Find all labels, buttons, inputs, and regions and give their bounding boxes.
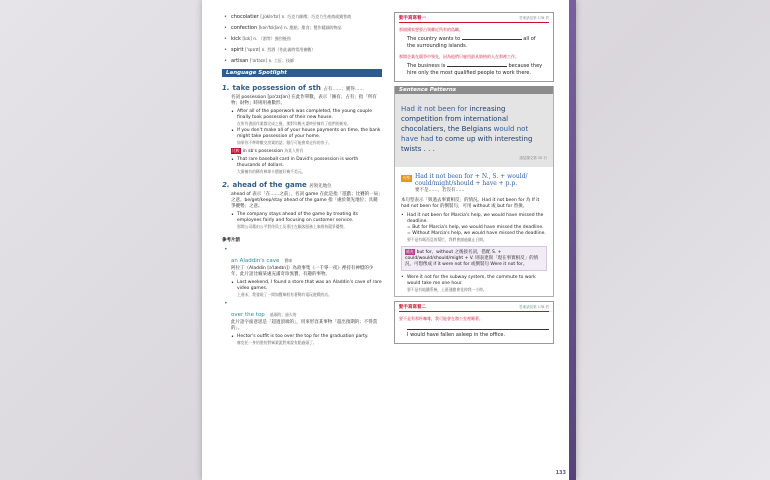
textbook-page	[202, 0, 576, 480]
vocab-list	[222, 0, 382, 64]
example-bullet: • Were it not for the subway system, the commute to work would take me one hour. 要不是有地鐵系統，上班通勤會花掉我一小時。	[401, 275, 547, 292]
reference-heading: 參考片語	[222, 238, 240, 243]
pattern-explanation-text: 本句型表示「與過去事實相反」的情況。Had it not been for 為 If it had not been for 的倒裝句，可用 without 或 but for 替換。	[401, 198, 540, 209]
answer-blank[interactable]	[447, 61, 507, 67]
left-column	[222, 0, 382, 345]
page-edge-bar	[569, 0, 576, 480]
answer-blank[interactable]	[462, 34, 522, 40]
practice-question: 要不是有那杯咖啡，我可能會在辦公室裡睡著。	[399, 316, 483, 321]
phrase-definition: ahead of 表示「在……之前」，名詞 game 在此是指「遊戲；比賽的一局」之意。be/get/keep/stay ahead of the game 指「處於領先地位；具競爭優勢」之意。	[231, 192, 381, 209]
right-column	[394, 0, 554, 344]
example-bullet: • Had it not been for Marcia's help, we would have missed the deadline.	[401, 213, 547, 225]
pattern-sentence-box	[395, 94, 553, 167]
pattern-explanation	[395, 167, 553, 296]
answer-blank[interactable]	[407, 323, 549, 330]
phrase-body	[231, 95, 382, 174]
practice-question: 那個國家想要占領鄰近所有的島嶼。	[399, 27, 463, 32]
vocab-item: • chocolatier [ˌʃɑklə'tɪr] n. 巧克力師傅；巧克力生產商或銷售商	[222, 14, 382, 20]
phrase-heading: 2. ahead of the game 居領先地位	[222, 181, 332, 189]
reference-item: • over the top 過頭的；過火的 此片語字面意思是「超過頂端的」，用來形容某事物「超出預期的；不得當的」。 • Hector's outfit is too over the top for the graduation party. 赫克托一身的裝扮對畢業派對來說有點過頭了。	[222, 301, 382, 345]
reference-item: • an Aladdin's cave 寶庫 阿拉丁（Aladdin [ə'lædɪn]）為故事集《一千零一夜》裡持有神燈的少年，此片語比喻某處充滿奇珍異寶，有趣的事物。 • Last weekend, I found a store that was an Aladdin's cave of rare video games. 上週末，我發現了一間如寶庫般有著稀有電玩遊戲的店。	[222, 247, 382, 297]
practice-answer: The country wants to all of the surrounding islands.	[407, 36, 536, 49]
example-bullet: • Hector's outfit is too over the top for the graduation party. 赫克托一身的裝扮對畢業派對來說有點過頭了。	[231, 334, 382, 345]
answer-page-ref: 答案請見第 176 頁	[519, 15, 549, 20]
supplement-note: 補充 but for、without 之後接名詞，搭配 S. + could/would/should/might + V. 則表達與「現在事實相反」的情況，可想像成 if it were not for 或倒裝句 Were it not for。	[401, 246, 547, 271]
example-bullet: • The company stays ahead of the game by treating its employees fairly and focusing on customer service. 那間公司藉由公平對待員工及專注在顧客服務上來維持競爭優勢。	[231, 212, 382, 229]
related-phrase: 比較 in sb's possession 為某人所有	[232, 148, 304, 154]
vocab-item: • spirit ['spɪrɪt] n. 烈酒（作此義時常用複數）	[222, 47, 382, 53]
vocab-item: • artisan ['ɑrtəzn] n. 工匠；技師	[222, 58, 382, 64]
formula-tag: 句型	[403, 176, 410, 180]
practice-label: 動手寫寫看二	[399, 305, 426, 310]
practice-answer: The business is because they hire only the most qualified people to work there.	[407, 63, 543, 76]
vocab-item: • kick [kɪk] n. （酒等）強烈後勁	[222, 36, 382, 42]
phrase-body	[231, 192, 382, 229]
example-alt: = Without Marcia's help, we would have missed the deadline. 要不是有瑪西亞的幫忙，我們會錯過截止日期。	[407, 231, 546, 242]
example-bullet: • Last weekend, I found a store that was an Aladdin's cave of rare video games. 上週末，我發現了一間如寶庫般有著稀有電玩遊戲的店。	[231, 280, 382, 297]
related-tag: 比較	[232, 148, 240, 153]
vocab-item: • confection [kən'fɛkʃən] n. 甜點；甜食；製作精細的物品	[222, 25, 382, 31]
sentence-patterns-box	[394, 86, 554, 297]
phrase-heading: 1. take possession of sth 占有……；獲得……	[222, 84, 364, 92]
practice-answer: I would have fallen asleep in the office.	[407, 332, 506, 338]
example-bullet: • After all of the paperwork was completed, the young couple finally took possession of their new house. 在所有書面作業都完成之後，那對年輕夫妻終於擁有了他們的新家。	[231, 109, 382, 126]
note-tag: 補充	[406, 249, 414, 254]
source-ref: 請見課文第 10 行	[519, 156, 547, 160]
spotlight-banner: Language Spotlight	[222, 69, 382, 77]
answer-page-ref: 答案請見第 176 頁	[519, 304, 549, 309]
practice-box-2	[394, 301, 554, 344]
pattern-sentence: Had it not been for increasing competition from international chocolatiers, the Belgians would not have had to come up with interesting twists . . .	[401, 105, 533, 153]
example-alt: = But for Marcia's help, we would have missed the deadline.	[407, 225, 544, 230]
formula: 句型 Had it not been for + N., S. + would/ could/might/should + have + p.p. 要不是……，若沒有……	[403, 173, 528, 193]
practice-question: 那間企業在競爭中領先，因為他們只雇用最具資格的人在那裡工作。	[399, 54, 519, 59]
example-bullet: • That rare baseball card in David's possession is worth thousands of dollars. 大衛擁有的稀有棒球卡價值好幾千美元。	[231, 157, 382, 174]
page-number: 133	[555, 470, 566, 476]
example-bullet: • If you don't make all of your house payments on time, the bank might take possession of your home. 如果你不準時繳交房貸的話，銀行可能會拿走你的房子。	[231, 128, 382, 145]
practice-box-1	[394, 12, 554, 82]
sentence-patterns-banner: Sentence Patterns	[395, 86, 553, 94]
phrase-definition: 名詞 possession [pə'zɛʃən] 在此作單數，表示「擁有；占有」指「所有物；財物」時則用複數形。	[231, 95, 377, 106]
practice-label: 動手寫寫看一	[399, 16, 426, 21]
